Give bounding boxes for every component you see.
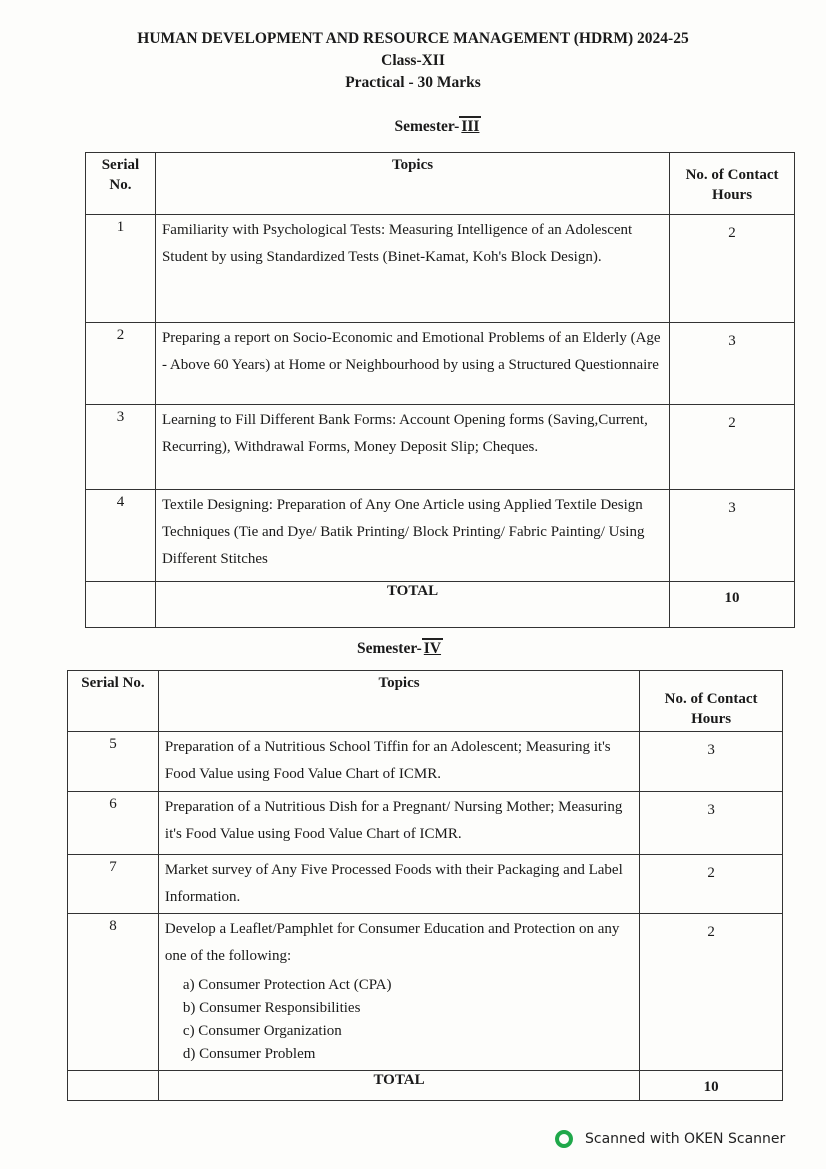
- col-topics: Topics: [158, 671, 639, 732]
- topic-text: Preparation of a Nutritious School Tiffin for an Adolescent; Measuring it's Food Value using Food Value Chart of ICMR.: [164, 739, 611, 782]
- serial-number: 8: [68, 914, 159, 1071]
- marks-label: Practical - 30 Marks: [345, 74, 481, 91]
- total-row: [68, 1071, 783, 1101]
- contact-hours: 2: [640, 855, 783, 914]
- watermark-text: Scanned with OKEN Scanner: [585, 1131, 786, 1147]
- total-hours: 10: [640, 1071, 783, 1101]
- topic-cell: [158, 914, 639, 1071]
- topic-text: Develop a Leaflet/Pamphlet for Consumer Education and Protection on any one of the following:: [164, 921, 620, 964]
- semester-label: Semester-: [356, 640, 422, 657]
- contact-hours: 3: [640, 732, 783, 792]
- subitem: b) Consumer Responsibilities: [182, 1000, 361, 1016]
- serial-number: 5: [68, 732, 159, 792]
- table-row: [86, 490, 795, 582]
- total-row: [86, 582, 795, 628]
- topic-text: Market survey of Any Five Processed Foods with their Packaging and Label Information.: [164, 862, 623, 905]
- subitem: a) Consumer Protection Act (CPA): [182, 977, 392, 993]
- table-row: [68, 732, 783, 792]
- total-label: TOTAL: [155, 582, 669, 628]
- col-topics: Topics: [155, 153, 669, 215]
- table-row: [68, 914, 783, 1071]
- subitem: c) Consumer Organization: [182, 1023, 342, 1039]
- col-hours: No. of Contact Hours: [670, 153, 795, 215]
- contact-hours: 2: [670, 215, 795, 323]
- semester-3-table: [85, 152, 795, 628]
- table-row: [68, 855, 783, 914]
- topic-text: Familiarity with Psychological Tests: Measuring Intelligence of an Adolescent Student by using Standardized Tests (Binet-Kamat, Koh's Block Design).: [161, 222, 633, 265]
- semester-4-heading: [0, 640, 800, 658]
- topic-cell: [155, 215, 669, 323]
- topic-cell: [155, 490, 669, 582]
- topic-cell: [158, 855, 639, 914]
- document-title: HUMAN DEVELOPMENT AND RESOURCE MANAGEMENT (HDRM) 2024-25: [137, 30, 689, 47]
- contact-hours: 2: [670, 405, 795, 490]
- serial-number: 4: [86, 490, 156, 582]
- semester-3-heading: [0, 118, 826, 136]
- table-row: [86, 215, 795, 323]
- serial-number: 1: [86, 215, 156, 323]
- topic-cell: [155, 323, 669, 405]
- topic-text: Learning to Fill Different Bank Forms: Account Opening forms (Saving,Current, Recurring), Withdrawal Forms, Money Deposit Slip; Cheques.: [161, 412, 648, 455]
- semester-number: IV: [423, 640, 442, 657]
- subitem: d) Consumer Problem: [182, 1046, 316, 1062]
- empty-cell: [68, 1071, 159, 1101]
- semester-label: Semester-: [394, 118, 460, 135]
- serial-number: 7: [68, 855, 159, 914]
- table-row: [86, 405, 795, 490]
- topic-cell: [158, 792, 639, 855]
- contact-hours: 3: [670, 490, 795, 582]
- contact-hours: 2: [640, 914, 783, 1071]
- topic-text: Preparation of a Nutritious Dish for a Pregnant/ Nursing Mother; Measuring it's Food Value using Food Value Chart of ICMR.: [164, 799, 623, 842]
- serial-number: 2: [86, 323, 156, 405]
- col-serial: Serial No.: [86, 153, 156, 215]
- col-serial: Serial No.: [68, 671, 159, 732]
- table-row: [86, 323, 795, 405]
- topic-text: Textile Designing: Preparation of Any One Article using Applied Textile Design Techniques (Tie and Dye/ Batik Printing/ Block Printing/ Fabric Painting/ Using Different Stitches: [161, 497, 645, 567]
- topic-cell: [155, 405, 669, 490]
- topic-text: Preparing a report on Socio-Economic and Emotional Problems of an Elderly (Age - Above 60 Years) at Home or Neighbourhood by using a Structured Questionnaire: [161, 330, 661, 373]
- scanner-watermark: [555, 1130, 785, 1148]
- topic-cell: [158, 732, 639, 792]
- class-label: Class-XII: [381, 52, 445, 69]
- serial-number: 3: [86, 405, 156, 490]
- oken-logo-icon: [555, 1130, 573, 1148]
- subitem-list: [183, 974, 633, 1066]
- col-hours: No. of Contact Hours: [640, 671, 783, 732]
- contact-hours: 3: [640, 792, 783, 855]
- table-row: [68, 792, 783, 855]
- total-hours: 10: [670, 582, 795, 628]
- empty-cell: [86, 582, 156, 628]
- serial-number: 6: [68, 792, 159, 855]
- total-label: TOTAL: [158, 1071, 639, 1101]
- contact-hours: 3: [670, 323, 795, 405]
- semester-number: III: [461, 118, 480, 135]
- semester-4-table: [67, 670, 783, 1101]
